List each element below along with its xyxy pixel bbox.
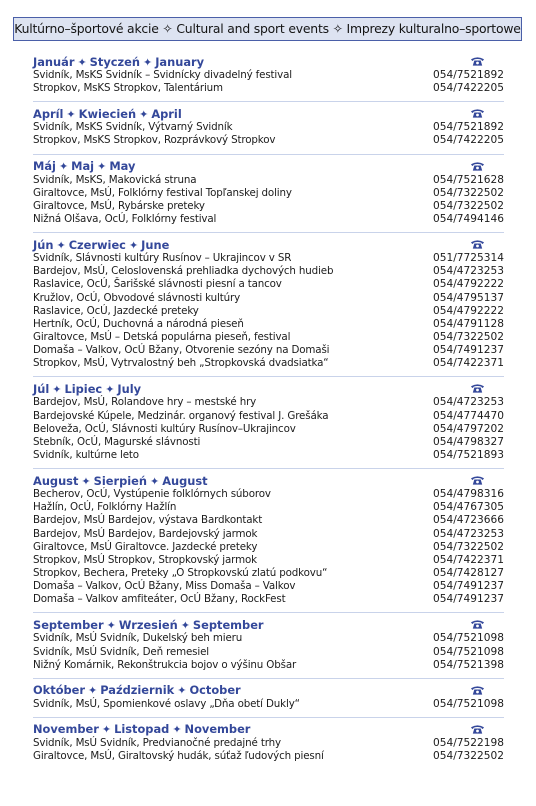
event-row [33,187,504,200]
events-list [33,55,504,763]
event-row [33,410,504,423]
month-name: August [33,473,79,488]
event-text: Giraltovce, MsÚ, Rybárske preteky [33,199,205,212]
event-phone: 054/4723253 [433,527,504,540]
event-row [33,423,504,436]
event-row [33,449,504,462]
event-phone: 054/7521098 [433,632,504,645]
month-name: September [192,617,264,632]
event-phone: 054/4798316 [433,488,504,501]
month-names [33,683,241,698]
month-name: May [109,159,136,174]
month-name: Apríl [33,106,64,121]
month-names [33,382,141,397]
four-point-star-icon: ✦ [88,684,98,698]
event-row [33,200,504,213]
month-name: Lipiec [64,381,103,396]
month-names [33,107,182,122]
event-row [33,121,504,134]
month-name: Október [33,683,86,698]
month-name: Júl [33,381,50,396]
month-name: Sierpień [93,473,147,488]
month-name: Jún [33,237,54,252]
month-heading [33,107,504,121]
event-phone: 054/7521628 [433,173,504,186]
phone-icon [467,618,488,632]
event-text: Hažlín, OcÚ, Folklórny Hažlín [33,501,177,514]
event-text: Svidník, MsKS, Makovická struna [33,173,197,186]
event-text: Svidník, MsKS Svidník – Svidnícky divadelný festival [33,69,292,81]
event-text: Stropkov, MsKS Stropkov, Rozprávkový Stropkov [33,134,276,147]
phone-icon [467,238,488,252]
four-point-star-icon: ✦ [128,238,139,252]
event-row [33,698,504,711]
four-point-star-icon: ✦ [52,382,62,396]
four-point-star-icon: ✦ [149,474,160,488]
four-point-star-icon: ✦ [66,107,76,121]
month-heading [33,618,504,632]
event-phone: 054/4792222 [433,278,504,291]
four-point-star-icon: ✦ [101,723,112,737]
month-names [33,238,169,253]
event-text: Stropkov, MsÚ, Vytrvalostný beh „Stropkovská dvadsiatka“ [33,357,329,370]
event-phone: 054/7422205 [433,82,504,95]
event-phone: 054/4767305 [433,501,504,514]
event-text: Giraltovce, MsÚ Giraltovce. Jazdecké preteky [33,540,258,553]
event-text: Domaša – Valkov, OcÚ Bžany, Miss Domaša – Valkov [33,580,296,593]
month-name: June [141,237,170,252]
event-phone: 054/4791128 [433,317,504,330]
event-row [33,528,504,541]
four-point-star-icon: ✦ [172,723,182,737]
month-name: Január [33,54,75,69]
event-text: Svidník, MsÚ Svidník, Dukelský beh mieru [33,632,243,645]
event-text: Giraltovce, MsÚ – Detská populárna pieseň, festival [33,330,291,343]
four-point-star-icon: ✦ [177,684,187,698]
month-section [33,101,504,147]
phone-icon [467,160,488,174]
event-phone: 054/7521098 [433,645,504,658]
event-phone: 054/7491237 [433,344,504,357]
event-text: Bardejov, MsÚ, Celoslovenská prehliadka dychových hudieb [33,265,334,278]
event-row [33,292,504,305]
month-name: July [117,381,142,396]
event-phone: 054/4795137 [433,291,504,304]
month-heading [33,238,504,252]
event-text: Stropkov, MsKS Stropkov, Talentárium [33,82,223,95]
event-phone: 054/7422205 [433,134,504,147]
month-names [33,159,135,174]
four-point-star-icon: ✦ [139,107,149,121]
event-row [33,344,504,357]
phone-icon [467,107,488,121]
event-text: Svidník, MsÚ, Spomienkové oslavy „Dňa obetí Dukly“ [33,697,300,710]
event-phone: 054/4723666 [433,514,504,527]
four-point-star-icon: ✦ [97,160,107,174]
month-names [33,55,204,70]
month-name: Máj [33,159,56,174]
event-phone: 051/7725314 [433,252,504,265]
month-name: September [33,617,104,632]
event-phone: 054/7521893 [433,448,504,461]
month-heading [33,684,504,698]
event-phone: 054/7322502 [433,199,504,212]
month-name: Październik [100,683,175,698]
phone-icon [467,474,488,488]
event-row [33,396,504,409]
event-row [33,278,504,291]
month-heading [33,160,504,174]
event-text: Svidník, Slávnosti kultúry Rusínov – Ukrajincov v SR [33,252,292,265]
event-phone: 054/7322502 [433,186,504,199]
month-heading [33,474,504,488]
event-text: Beloveža, OcÚ, Slávnosti kultúry Rusínov–Ukrajincov [33,422,296,435]
event-text: Svidník, MsÚ Svidník, Deň remesiel [33,645,209,658]
four-point-star-icon: ✦ [77,55,87,69]
event-text: Bardejov, MsÚ, Rolandove hry – mestské hry [33,396,257,409]
event-row [33,174,504,187]
event-phone: 054/7422371 [433,553,504,566]
event-phone: 054/7494146 [433,212,504,225]
event-text: Bardejovské Kúpele, Medzinár. organový festival J. Grešáka [33,409,329,422]
event-text: Svidník, kultúrne leto [33,448,139,461]
event-phone: 054/7322502 [433,540,504,553]
event-row [33,357,504,370]
event-phone: 054/7521892 [433,69,504,81]
event-text: Stebník, OcÚ, Magurské slávnosti [33,435,201,448]
event-text: Giraltovce, MsÚ, Folklórny festival Topľanskej doliny [33,186,292,199]
month-heading [33,382,504,396]
event-text: Kružlov, OcÚ, Obvodové slávnosti kultúry [33,291,241,304]
event-row [33,134,504,147]
four-point-star-icon: ✦ [81,474,91,488]
month-name: October [189,683,241,698]
event-phone: 054/7422371 [433,357,504,370]
month-name: November [184,722,251,737]
four-point-star-icon: ✦ [142,55,153,69]
month-name: Kwiecień [78,106,137,121]
event-text: Nižná Olšava, OcÚ, Folklórny festival [33,212,217,225]
event-row [33,252,504,265]
event-phone: 054/4797202 [433,422,504,435]
month-name: Czerwiec [68,237,126,252]
event-phone: 054/4723253 [433,265,504,278]
event-text: Bardejov, MsÚ Bardejov, Bardejovský jarmok [33,527,258,540]
event-phone: 054/7522198 [433,736,504,749]
phone-icon [467,55,488,69]
phone-icon [467,684,488,698]
event-row [33,213,504,226]
event-text: Becherov, OcÚ, Vystúpenie folklórnych súborov [33,488,271,501]
four-point-star-icon: ✦ [106,618,116,632]
event-row [33,488,504,501]
month-section [33,468,504,606]
event-row [33,514,504,527]
event-text: Stropkov, MsÚ Stropkov, Stropkovský jarmok [33,553,257,566]
month-name: November [33,722,99,737]
event-text: Domaša – Valkov amfiteáter, OcÚ Bžany, RockFest [33,593,286,606]
event-text: Raslavice, OcÚ, Šarišské slávnosti piesní a tancov [33,278,282,291]
month-name: Maj [71,159,95,174]
month-section [33,376,504,462]
event-row [33,567,504,580]
page-header: Kultúrno–športové akcie ✧ Cultural and sport events ✧ Imprezy kulturalno–sportowe [13,17,522,41]
four-point-star-icon: ✦ [180,618,190,632]
event-row [33,436,504,449]
month-name: August [162,473,208,488]
four-point-star-icon: ✦ [105,382,115,396]
event-row [33,82,504,95]
four-point-star-icon: ✦ [58,160,69,174]
phone-icon [467,382,488,396]
event-row [33,265,504,278]
event-row [33,632,504,645]
event-phone: 054/4723253 [433,396,504,409]
month-names [33,722,250,737]
event-row [33,318,504,331]
event-row [33,541,504,554]
event-row [33,69,504,82]
four-point-star-icon: ✦ [56,238,66,252]
event-row [33,750,504,763]
event-row [33,331,504,344]
month-section [33,232,504,370]
event-text: Bardejov, MsÚ Bardejov, výstava Bardkontakt [33,514,263,527]
event-row [33,646,504,659]
month-heading [33,55,504,69]
event-text: Giraltovce, MsÚ, Giraltovský hudák, súťaž ľudových piesní [33,750,324,763]
event-row [33,305,504,318]
month-heading [33,723,504,737]
month-name: April [151,106,182,121]
month-section [33,717,504,763]
event-text: Nižný Komárnik, Rekonštrukcia bojov o výšinu Obšar [33,658,297,671]
event-phone: 054/7322502 [433,330,504,343]
event-row [33,580,504,593]
event-phone: 054/4798327 [433,435,504,448]
event-row [33,659,504,672]
month-names [33,474,208,489]
event-phone: 054/7428127 [433,566,504,579]
month-name: January [155,54,205,69]
event-phone: 054/7521398 [433,658,504,671]
event-text: Svidník, MsÚ Svidník, Predvianočné predajné trhy [33,736,281,749]
month-section [33,154,504,227]
month-section [33,55,504,95]
event-row [33,501,504,514]
event-phone: 054/4792222 [433,304,504,317]
month-name: Wrzesień [118,617,178,632]
event-text: Domaša – Valkov, OcÚ Bžany, Otvorenie sezóny na Domaši [33,344,330,357]
event-text: Stropkov, Bechera, Preteky „O Stropkovskú zlatú podkovu“ [33,566,328,579]
event-phone: 054/4774470 [433,409,504,422]
event-phone: 054/7491237 [433,580,504,593]
event-row [33,554,504,567]
event-row [33,737,504,750]
month-section [33,678,504,711]
month-names [33,618,264,633]
event-phone: 054/7521098 [433,697,504,710]
event-phone: 054/7491237 [433,593,504,606]
event-text: Svidník, MsKS Svidník, Výtvarný Svidník [33,121,233,134]
event-phone: 054/7322502 [433,750,504,763]
month-section [33,612,504,671]
event-phone: 054/7521892 [433,121,504,134]
phone-icon [467,723,488,737]
event-text: Raslavice, OcÚ, Jazdecké preteky [33,304,199,317]
month-name: Styczeń [89,54,140,69]
event-text: Hertník, OcÚ, Duchovná a národná pieseň [33,317,244,330]
event-row [33,593,504,606]
month-name: Listopad [114,722,170,737]
